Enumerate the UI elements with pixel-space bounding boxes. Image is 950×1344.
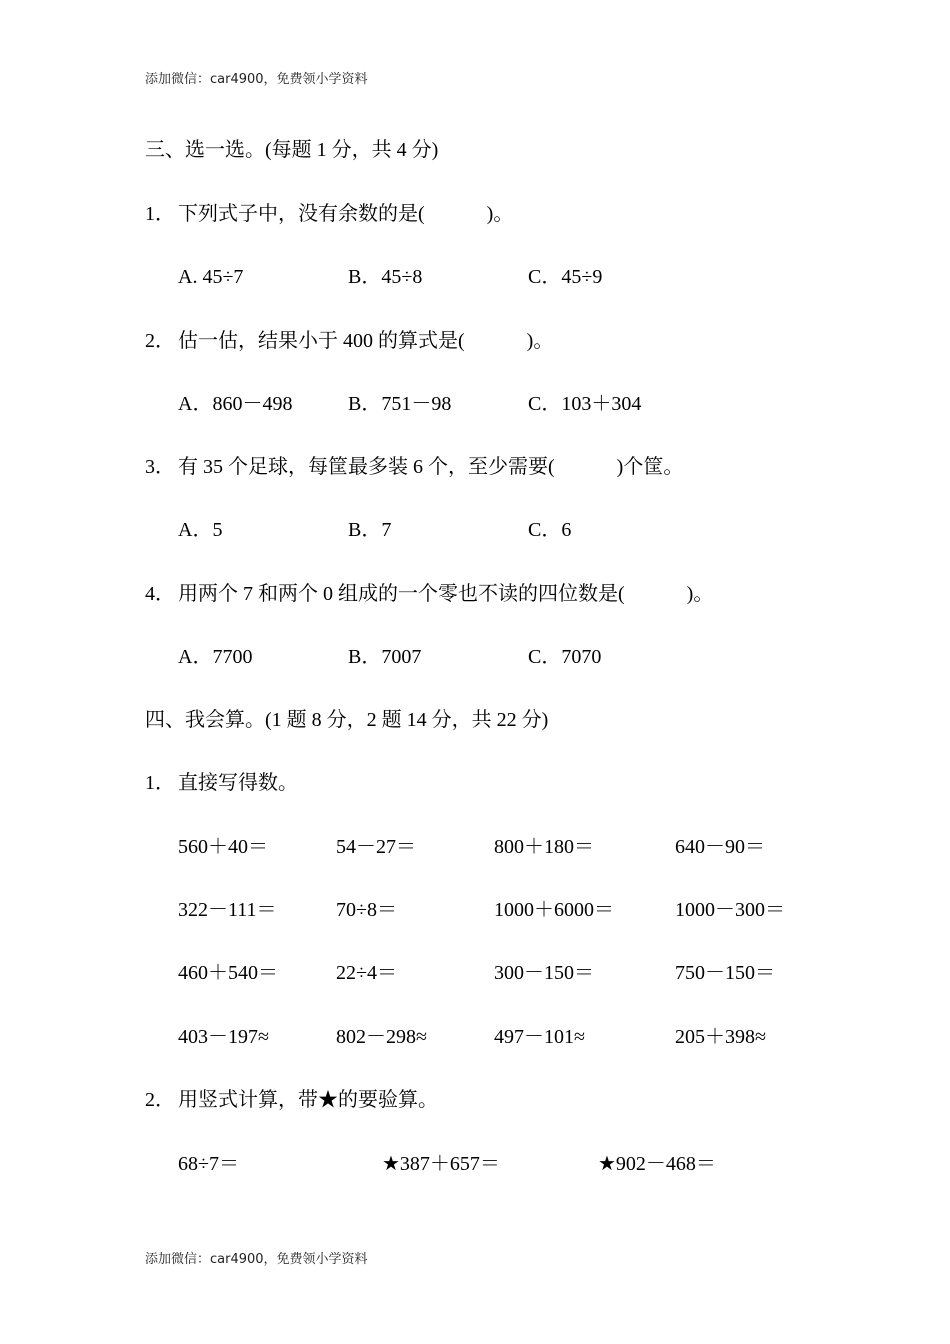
calc-item[interactable]: 205＋398≈ bbox=[675, 1026, 766, 1048]
option-a[interactable]: A．860－498 bbox=[178, 393, 293, 415]
question-text: 估一估，结果小于 400 的算式是( bbox=[178, 330, 465, 352]
option-a[interactable]: A．5 bbox=[178, 519, 223, 541]
option-c[interactable]: C．6 bbox=[528, 519, 572, 541]
option-b[interactable]: B．751－98 bbox=[348, 393, 452, 415]
question-1 bbox=[145, 204, 513, 224]
question-suffix: )。 bbox=[486, 203, 514, 225]
option-c[interactable]: C．45÷9 bbox=[528, 266, 603, 288]
question-4-1 bbox=[145, 773, 298, 793]
vertical-calc-item[interactable]: 68÷7＝ bbox=[178, 1153, 239, 1175]
question-text: 有 35 个足球，每筐最多装 6 个，至少需要( bbox=[178, 456, 555, 478]
question-number: 4． bbox=[145, 583, 175, 605]
calc-item[interactable]: 460＋540＝ bbox=[178, 962, 278, 984]
calc-item[interactable]: 640－90＝ bbox=[675, 836, 765, 858]
option-b[interactable]: B．7007 bbox=[348, 646, 422, 668]
question-4 bbox=[145, 584, 713, 604]
section4-title: 四、我会算。(1 题 8 分，2 题 14 分，共 22 分) bbox=[145, 709, 549, 731]
question-text: 用两个 7 和两个 0 组成的一个零也不读的四位数是( bbox=[178, 583, 625, 605]
vertical-calc-item[interactable]: ★387＋657＝ bbox=[382, 1153, 500, 1175]
question-text: 直接写得数。 bbox=[178, 772, 298, 794]
question-number: 2． bbox=[145, 330, 175, 352]
header-note: 添加微信：car4900，免费领小学资料 bbox=[145, 72, 368, 87]
question-suffix: )。 bbox=[686, 583, 714, 605]
calc-item[interactable]: 403－197≈ bbox=[178, 1026, 269, 1048]
calc-item[interactable]: 560＋40＝ bbox=[178, 836, 268, 858]
calc-item[interactable]: 802－298≈ bbox=[336, 1026, 427, 1048]
option-a[interactable]: A．7700 bbox=[178, 646, 253, 668]
calc-item[interactable]: 1000－300＝ bbox=[675, 899, 785, 921]
question-number: 3． bbox=[145, 456, 175, 478]
question-2 bbox=[145, 331, 553, 351]
calc-item[interactable]: 497－101≈ bbox=[494, 1026, 585, 1048]
calc-item[interactable]: 322－111＝ bbox=[178, 899, 277, 921]
calc-item[interactable]: 300－150＝ bbox=[494, 962, 594, 984]
calc-item[interactable]: 54－27＝ bbox=[336, 836, 416, 858]
question-number: 2． bbox=[145, 1089, 175, 1111]
section3-title: 三、选一选。(每题 1 分，共 4 分) bbox=[145, 139, 439, 161]
question-text: 用竖式计算，带★的要验算。 bbox=[178, 1089, 438, 1111]
question-text: 下列式子中，没有余数的是( bbox=[178, 203, 425, 225]
option-c[interactable]: C．103＋304 bbox=[528, 393, 642, 415]
question-suffix: )个筐。 bbox=[616, 456, 684, 478]
calc-item[interactable]: 1000＋6000＝ bbox=[494, 899, 614, 921]
question-number: 1． bbox=[145, 203, 175, 225]
option-b[interactable]: B．45÷8 bbox=[348, 266, 423, 288]
option-a[interactable]: A. 45÷7 bbox=[178, 266, 244, 288]
option-b[interactable]: B．7 bbox=[348, 519, 392, 541]
calc-item[interactable]: 70÷8＝ bbox=[336, 899, 397, 921]
footer-note: 添加微信：car4900，免费领小学资料 bbox=[145, 1252, 368, 1267]
vertical-calc-item[interactable]: ★902－468＝ bbox=[598, 1153, 716, 1175]
question-4-2 bbox=[145, 1090, 438, 1110]
option-c[interactable]: C．7070 bbox=[528, 646, 602, 668]
question-3 bbox=[145, 457, 683, 477]
question-suffix: )。 bbox=[526, 330, 554, 352]
calc-item[interactable]: 22÷4＝ bbox=[336, 962, 397, 984]
calc-item[interactable]: 750－150＝ bbox=[675, 962, 775, 984]
calc-item[interactable]: 800＋180＝ bbox=[494, 836, 594, 858]
question-number: 1． bbox=[145, 772, 175, 794]
